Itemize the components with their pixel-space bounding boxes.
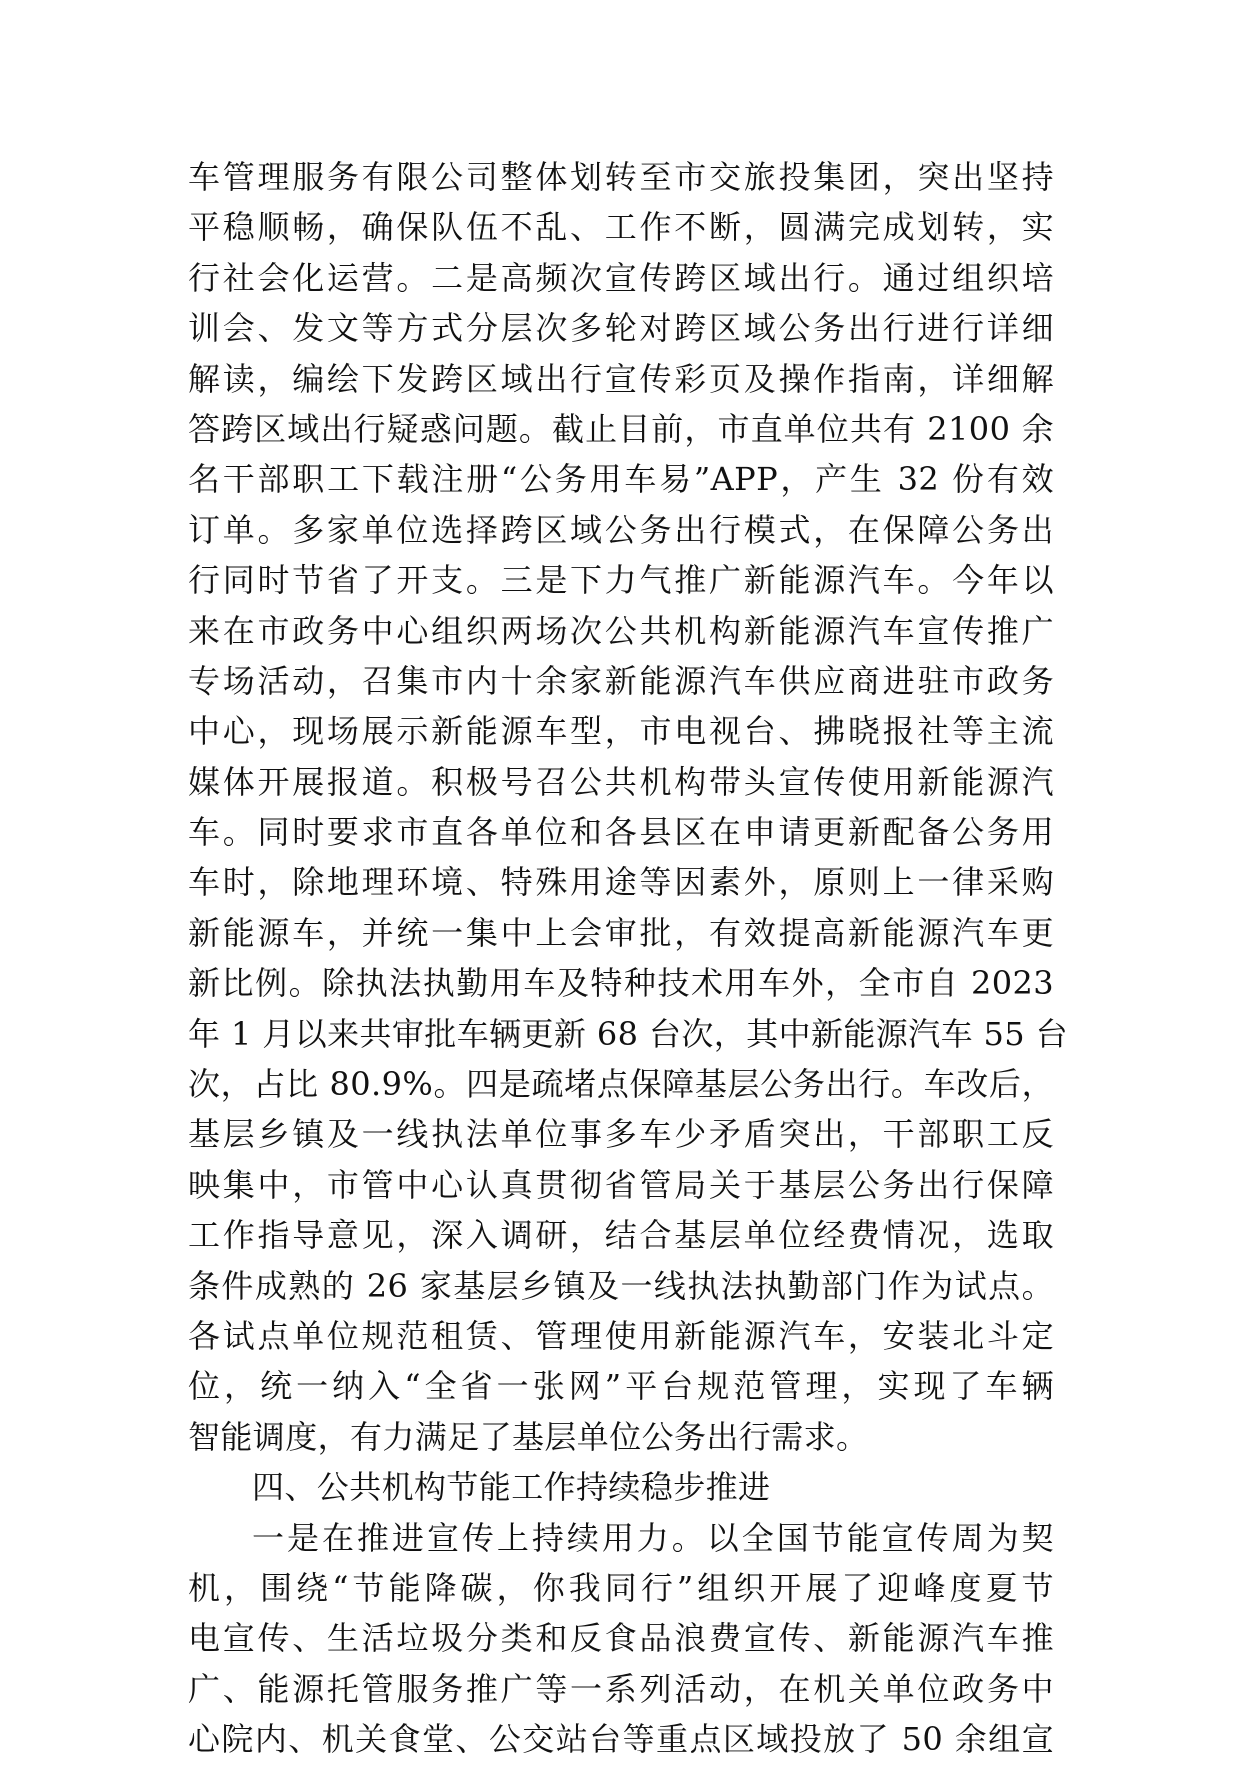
text-line-21: 映集中，市管中心认真贯彻省管局关于基层公务出行保障 [188,1165,1054,1204]
text-line-17: 新比例。除执法执勤用车及特种技术用车外，全市自 2023 [188,964,1054,1003]
paragraph2-line-4: 广、能源托管服务推广等一系列活动，在机关单位政务中 [188,1669,1054,1708]
paragraph2-line-5: 心院内、机关食堂、公交站台等重点区域投放了 50 余组宣 [188,1720,1054,1759]
text-line-24: 各试点单位规范租赁、管理使用新能源汽车，安装北斗定 [188,1316,1054,1355]
text-line-2: 平稳顺畅，确保队伍不乱、工作不断，圆满完成划转，实 [188,208,1054,247]
text-line-7: 名干部职工下载注册“公务用车易”APP，产生 32 份有效 [188,460,1054,499]
text-line-16: 新能源车，并统一集中上会审批，有效提高新能源汽车更 [188,913,1054,952]
text-line-15: 车时，除地理环境、特殊用途等因素外，原则上一律采购 [188,863,1054,902]
text-line-18: 年 1 月以来共审批车辆更新 68 台次，其中新能源汽车 55 台 [188,1014,1069,1053]
body-text [188,152,1069,1765]
text-line-12: 中心，现场展示新能源车型，市电视台、拂晓报社等主流 [188,712,1054,751]
text-line-20: 基层乡镇及一线执法单位事多车少矛盾突出，干部职工反 [188,1115,1054,1154]
text-line-4: 训会、发文等方式分层次多轮对跨区域公务出行进行详细 [188,309,1054,348]
text-line-13: 媒体开展报道。积极号召公共机构带头宣传使用新能源汽 [188,762,1054,801]
text-line-19: 次，占比 80.9%。四是疏堵点保障基层公务出行。车改后， [188,1065,1054,1104]
text-line-9: 行同时节省了开支。三是下力气推广新能源汽车。今年以 [188,561,1054,600]
paragraph2-line-2: 机，围绕“节能降碳，你我同行”组织开展了迎峰度夏节 [188,1568,1054,1607]
paragraph2-line-1: 一是在推进宣传上持续用力。以全国节能宣传周为契 [252,1518,1054,1557]
text-line-6: 答跨区域出行疑惑问题。截止目前，市直单位共有 2100 余 [188,409,1054,448]
text-line-25: 位，统一纳入“全省一张网”平台规范管理，实现了车辆 [188,1367,1054,1406]
paragraph2-line-3: 电宣传、生活垃圾分类和反食品浪费宣传、新能源汽车推 [188,1619,1054,1658]
section-heading: 四、公共机构节能工作持续稳步推进 [252,1468,771,1507]
text-line-14: 车。同时要求市直各单位和各县区在申请更新配备公务用 [188,813,1054,852]
text-line-11: 专场活动，召集市内十余家新能源汽车供应商进驻市政务 [188,661,1054,700]
text-line-1: 车管理服务有限公司整体划转至市交旅投集团，突出坚持 [188,158,1054,196]
text-line-10: 来在市政务中心组织两场次公共机构新能源汽车宣传推广 [188,611,1054,650]
text-line-26: 智能调度，有力满足了基层单位公务出行需求。 [188,1417,869,1456]
text-line-8: 订单。多家单位选择跨区域公务出行模式，在保障公务出 [188,510,1054,549]
text-line-5: 解读，编绘下发跨区域出行宣传彩页及操作指南，详细解 [188,359,1054,398]
text-line-3: 行社会化运营。二是高频次宣传跨区域出行。通过组织培 [188,258,1054,297]
text-line-23: 条件成熟的 26 家基层乡镇及一线执法执勤部门作为试点。 [188,1266,1054,1305]
text-line-22: 工作指导意见，深入调研，结合基层单位经费情况，选取 [188,1216,1054,1255]
